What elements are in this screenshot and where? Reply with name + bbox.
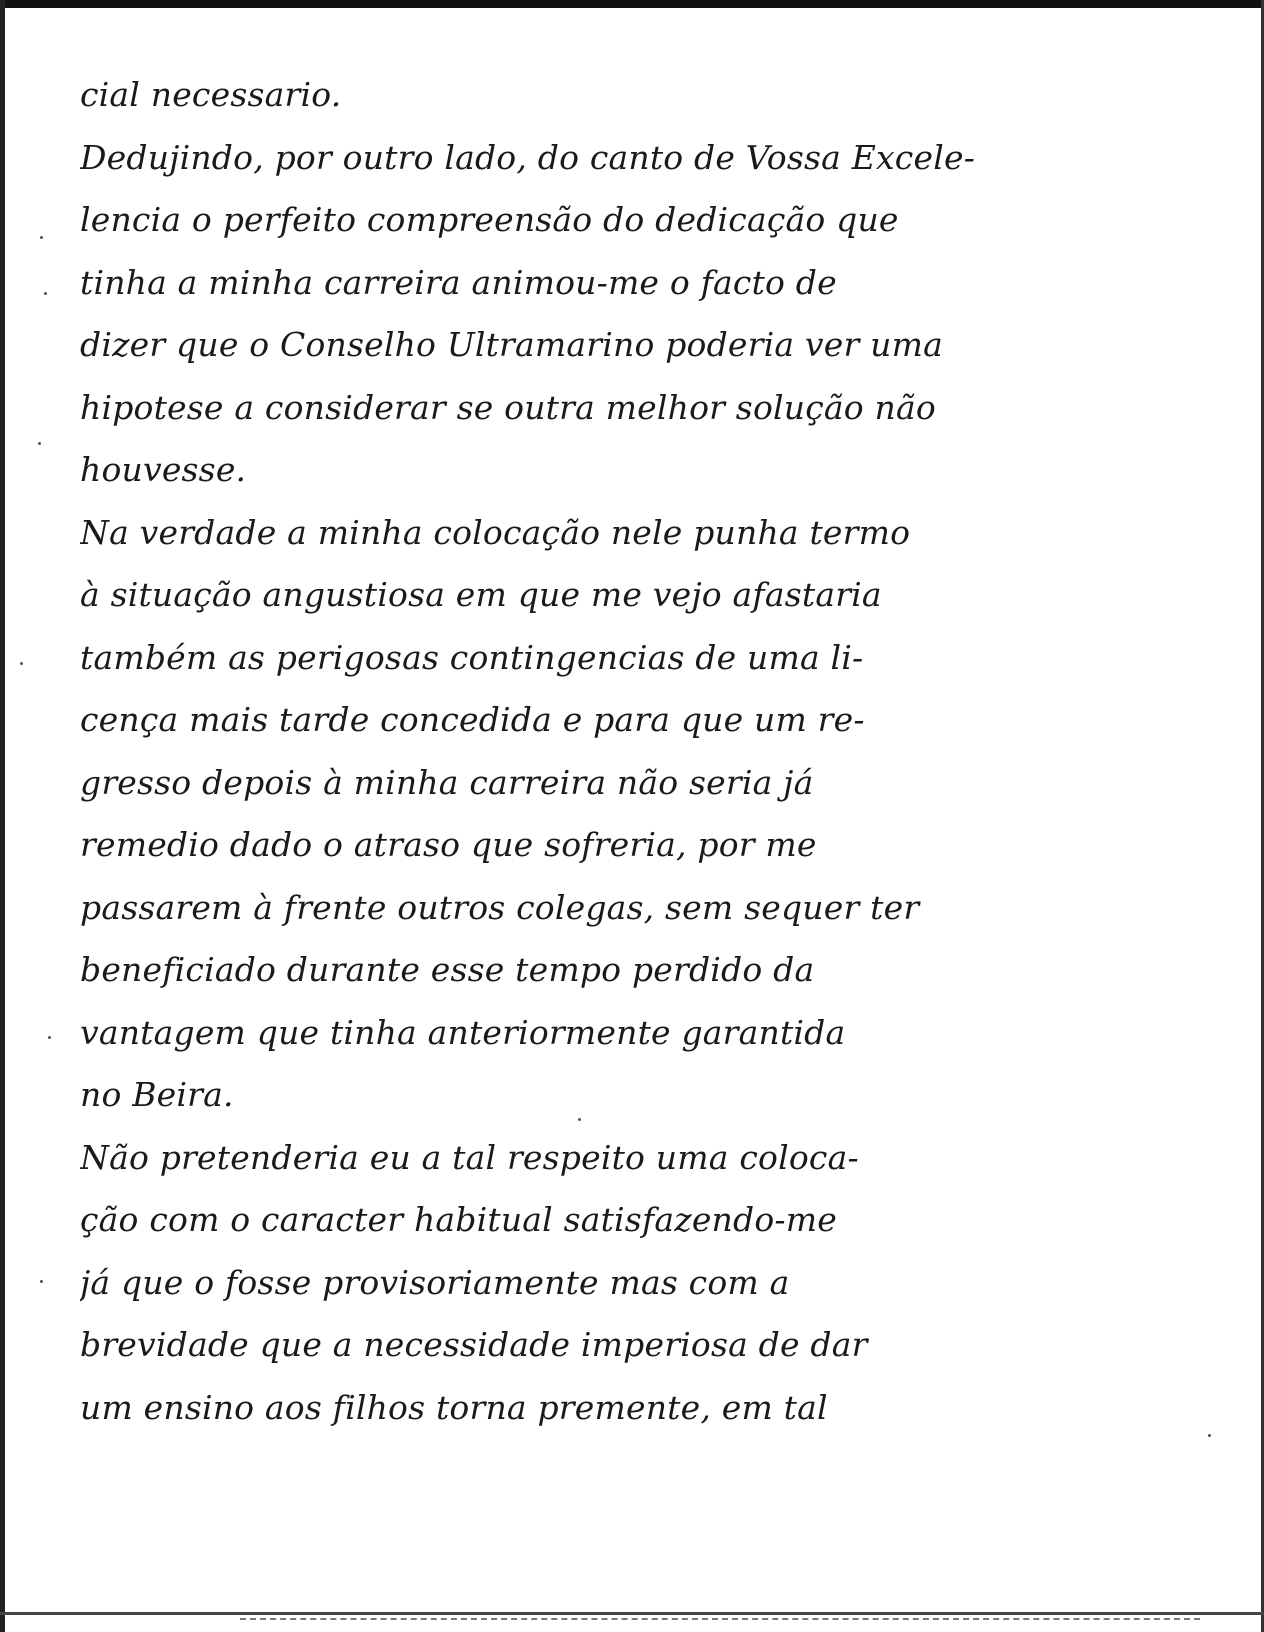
scan-speck [40, 1280, 43, 1283]
text-line: beneficiado durante esse tempo perdido da [80, 950, 815, 989]
scan-speck [44, 292, 47, 295]
text-line: hipotese a considerar se outra melhor solução não [80, 387, 936, 427]
text-line: houvesse. [80, 450, 247, 489]
scan-edge-left [0, 0, 5, 1632]
text-line: à situação angustiosa em que me vejo afastaria [80, 575, 882, 614]
text-line: cial necessario. [80, 75, 342, 114]
text-line: lencia o perfeito compreensão do dedicação que [80, 200, 899, 239]
scan-speck [48, 1036, 51, 1039]
scan-speck [1208, 1434, 1211, 1437]
text-line: um ensino aos filhos torna premente, em tal [80, 1387, 828, 1427]
scan-speck [40, 236, 43, 239]
scan-edge-top [0, 0, 1264, 8]
text-line: também as perigosas contingencias de uma li- [80, 637, 864, 677]
text-line: passarem à frente outros colegas, sem sequer ter [80, 887, 920, 927]
text-line: gresso depois à minha carreira não seria já [80, 762, 814, 802]
scan-edge-bottom [0, 1612, 1264, 1615]
scan-speck [38, 442, 41, 445]
text-line: tinha a minha carreira animou-me o facto de [80, 262, 837, 302]
scan-edge-bottom-dashes [240, 1618, 1200, 1620]
text-line: Não pretenderia eu a tal respeito uma coloca- [80, 1137, 859, 1177]
text-line: já que o fosse provisoriamente mas com a [80, 1262, 790, 1302]
text-line: Dedujindo, por outro lado, do canto de Vossa Excele- [80, 137, 976, 177]
handwritten-text [80, 64, 1160, 1439]
text-line: Na verdade a minha colocação nele punha termo [80, 512, 911, 552]
text-line: dizer que o Conselho Ultramarino poderia ver uma [80, 325, 943, 364]
text-line: remedio dado o atraso que sofreria, por me [80, 825, 817, 864]
text-line: cença mais tarde concedida e para que um re- [80, 700, 865, 739]
scan-speck [20, 662, 23, 665]
text-line: no Beira. [80, 1075, 234, 1114]
text-line: brevidade que a necessidade imperiosa de dar [80, 1325, 868, 1364]
text-line: ção com o caracter habitual satisfazendo-me [80, 1200, 837, 1239]
text-line: vantagem que tinha anteriormente garantida [80, 1012, 846, 1052]
